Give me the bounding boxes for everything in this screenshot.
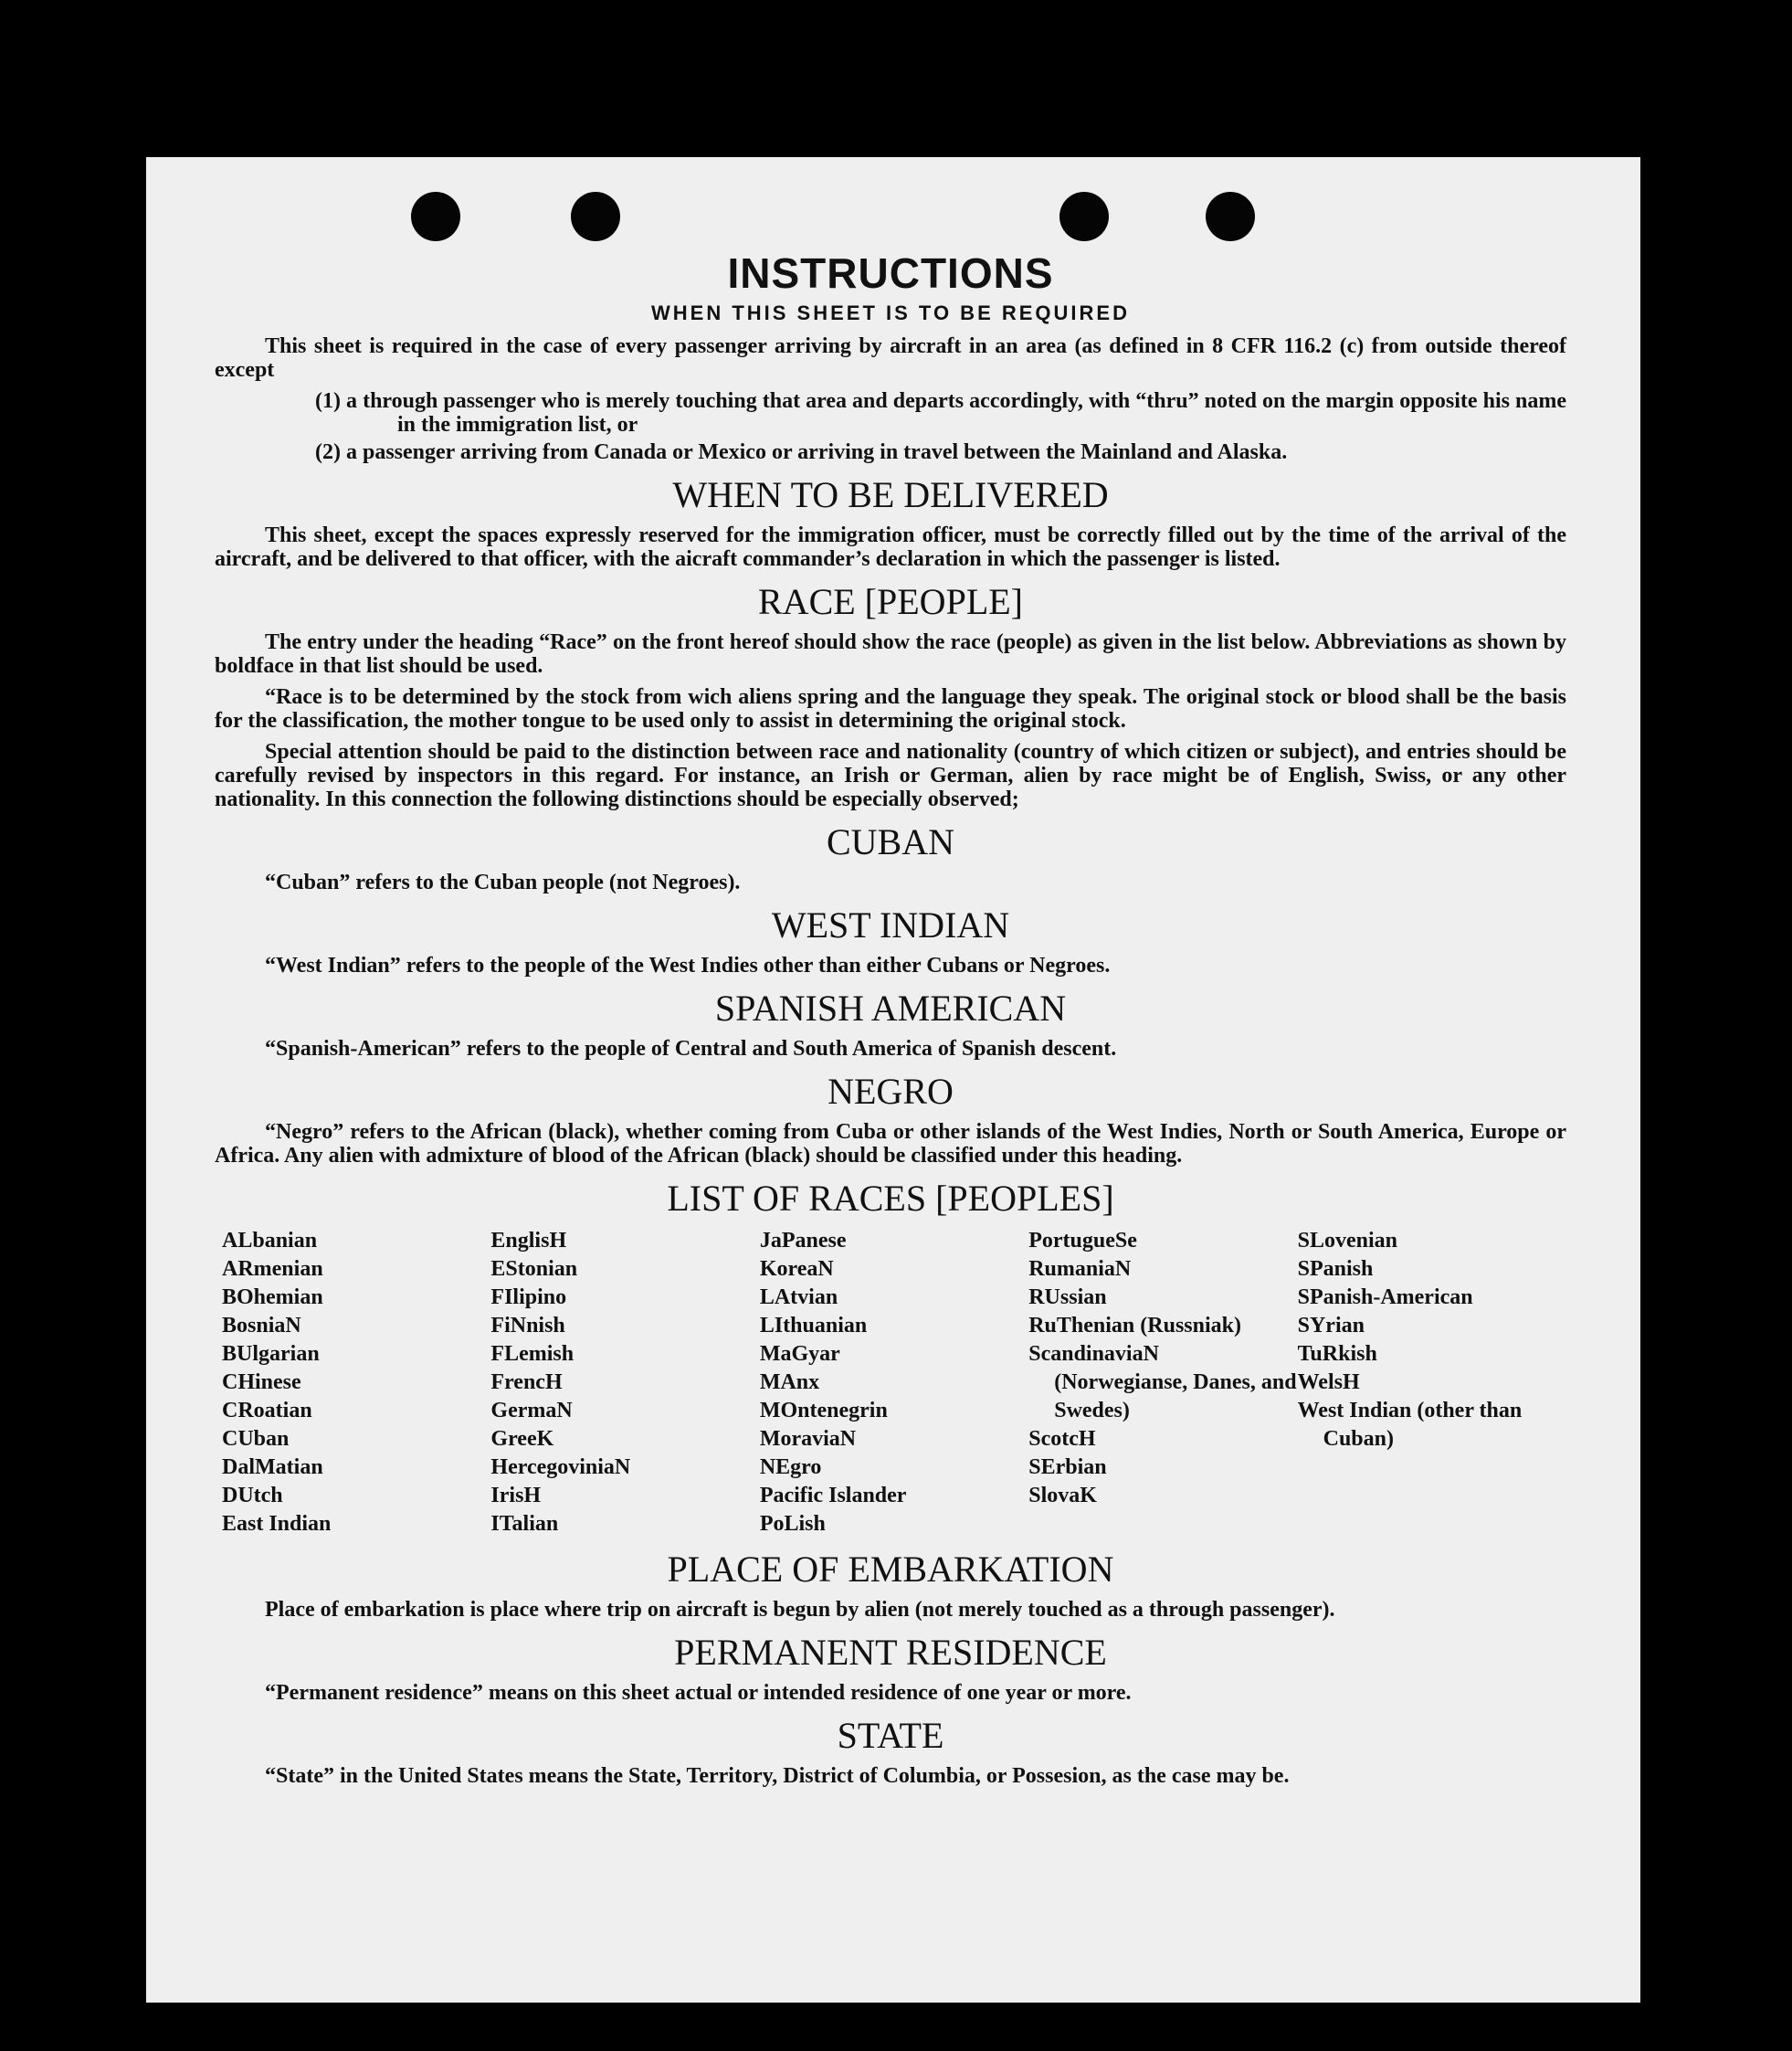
delivered-text: This sheet, except the spaces expressly reserved for the immigration officer, must be correctly filled out by the time of the arrival of the aircraft, and be delivered to that officer, with the aicraft commander’s declaration in which the passenger is listed. <box>215 523 1566 571</box>
west-indian-text: “West Indian” refers to the people of the West Indies other than either Cubans or Negroes. <box>265 954 1111 978</box>
races-column <box>1028 1227 1297 1538</box>
races-column <box>1298 1227 1566 1538</box>
race-item: ARmenian <box>222 1257 323 1281</box>
race-item: ScandinaviaN (Norwegianse, Danes, and Swedes) <box>1028 1342 1297 1422</box>
race-item: EStonian <box>490 1257 578 1281</box>
punch-hole <box>1206 192 1255 241</box>
race-item: LAtvian <box>759 1285 838 1309</box>
race-item: East Indian <box>222 1512 332 1536</box>
punch-hole <box>411 192 460 241</box>
section-heading-spanish-american: SPANISH AMERICAN <box>714 988 1067 1029</box>
race-item: SYrian <box>1297 1314 1365 1337</box>
race-item: FLemish <box>490 1342 574 1366</box>
state-text: “State” in the United States means the State, Territory, District of Columbia, or Possesion, as the case may be. <box>265 1764 1290 1788</box>
race-item: RumaniaN <box>1028 1257 1132 1281</box>
race-item: MOntenegrin <box>759 1399 888 1422</box>
race-item: DUtch <box>222 1484 283 1507</box>
race-item: MoraviaN <box>759 1427 857 1451</box>
race-item: NEgro <box>759 1455 822 1479</box>
race-item: RUssian <box>1028 1285 1107 1309</box>
race-item: BOhemian <box>222 1285 323 1309</box>
embarkation-text: Place of embarkation is place where trip on aircraft is begun by alien (not merely touched as a through passenger). <box>265 1598 1335 1622</box>
race-item: RuThenian (Russniak) <box>1028 1314 1241 1337</box>
race-item: MaGyar <box>759 1342 840 1366</box>
race-item: GermaN <box>490 1399 573 1422</box>
spanish-american-text: “Spanish-American” refers to the people of Central and South America of Spanish descent. <box>265 1037 1117 1061</box>
race-item: CRoatian <box>222 1399 312 1422</box>
page-subtitle: WHEN THIS SHEET IS TO BE REQUIRED <box>651 301 1130 324</box>
residence-text: “Permanent residence” means on this sheet actual or intended residence of one year or more. <box>265 1681 1132 1705</box>
race-item: Pacific Islander <box>759 1484 907 1507</box>
sheet-content <box>215 248 1566 1795</box>
section-heading-west-indian: WEST INDIAN <box>771 904 1010 946</box>
race-item: LIthuanian <box>759 1314 868 1337</box>
cuban-text: “Cuban” refers to the Cuban people (not Negroes). <box>265 871 741 894</box>
instruction-sheet <box>146 157 1640 2003</box>
race-item: JaPanese <box>759 1229 847 1253</box>
race-item: IrisH <box>490 1484 542 1507</box>
section-heading-list-of-races: LIST OF RACES [PEOPLES] <box>667 1178 1114 1219</box>
race-item: GreeK <box>490 1427 554 1451</box>
punch-hole <box>571 192 620 241</box>
race-item: ITalian <box>490 1512 559 1536</box>
race-item: BUlgarian <box>222 1342 320 1366</box>
intro-text: This sheet is required in the case of every passenger arriving by aircraft in an area (as defined in 8 CFR 116.2 (c) from outside thereof except <box>215 334 1566 382</box>
race-item: SPanish-American <box>1297 1285 1473 1309</box>
punch-hole <box>1059 192 1109 241</box>
race-item: SPanish <box>1297 1257 1374 1281</box>
race-item: ALbanian <box>222 1229 318 1253</box>
page-title: INSTRUCTIONS <box>727 249 1054 297</box>
race-item: CHinese <box>222 1370 301 1394</box>
race-item: HercegoviniaN <box>490 1455 631 1479</box>
race-item: West Indian (other than Cuban) <box>1297 1399 1523 1451</box>
race-item: SLovenian <box>1297 1229 1397 1253</box>
section-heading-state: STATE <box>837 1715 944 1756</box>
race-item: FIlipino <box>490 1285 567 1309</box>
race-item: FiNnish <box>490 1314 565 1337</box>
race-item: PoLish <box>759 1512 826 1536</box>
race-item: PortugueSe <box>1028 1229 1137 1253</box>
race-item: TuRkish <box>1297 1342 1377 1366</box>
race-item: SlovaK <box>1028 1484 1097 1507</box>
race-item: DalMatian <box>222 1455 323 1479</box>
section-heading-cuban: CUBAN <box>826 821 955 862</box>
race-item: CUban <box>222 1427 290 1451</box>
section-heading-residence: PERMANENT RESIDENCE <box>674 1632 1107 1673</box>
race-paragraph: Special attention should be paid to the distinction between race and nationality (country of which citizen or subject), and entries should be carefully revised by inspectors in this regard. For instance, an Irish or German, alien by race might be of English, Swiss, or any other nationality. In this connection the following distinctions should be especially observed; <box>215 740 1566 811</box>
races-list <box>222 1227 1566 1538</box>
exception-item: (1) a through passenger who is merely touching that area and departs accordingly, with “thru” noted on the margin opposite his name in the immigration list, or <box>315 389 1566 437</box>
races-column <box>222 1227 490 1538</box>
race-item: ScotcH <box>1028 1427 1096 1451</box>
races-column <box>760 1227 1028 1538</box>
section-heading-negro: NEGRO <box>827 1071 954 1112</box>
race-paragraph: “Race is to be determined by the stock from wich aliens spring and the language they speak. The original stock or blood shall be the basis for the classification, the mother tongue to be used only to assist in determining the original stock. <box>215 685 1566 733</box>
race-item: MAnx <box>759 1370 820 1394</box>
section-heading-embarkation: PLACE OF EMBARKATION <box>667 1549 1114 1590</box>
race-item: SErbian <box>1028 1455 1107 1479</box>
exception-item: (2) a passenger arriving from Canada or Mexico or arriving in travel between the Mainland and Alaska. <box>315 440 1288 464</box>
race-item: KoreaN <box>759 1257 834 1281</box>
race-item: EnglisH <box>490 1229 567 1253</box>
race-item: FrencH <box>490 1370 563 1394</box>
race-item: BosniaN <box>222 1314 301 1337</box>
section-heading-delivered: WHEN TO BE DELIVERED <box>672 474 1109 515</box>
negro-text: “Negro” refers to the African (black), whether coming from Cuba or other islands of the West Indies, North or South America, Europe or Africa. Any alien with admixture of blood of the African (black) should be classified under this heading. <box>215 1120 1566 1168</box>
races-column <box>490 1227 759 1538</box>
section-heading-race: RACE [PEOPLE] <box>758 581 1023 622</box>
race-paragraph: The entry under the heading “Race” on the front hereof should show the race (people) as given in the list below. Abbreviations as shown by boldface in that list should be used. <box>215 630 1566 678</box>
race-item: WelsH <box>1297 1370 1360 1394</box>
